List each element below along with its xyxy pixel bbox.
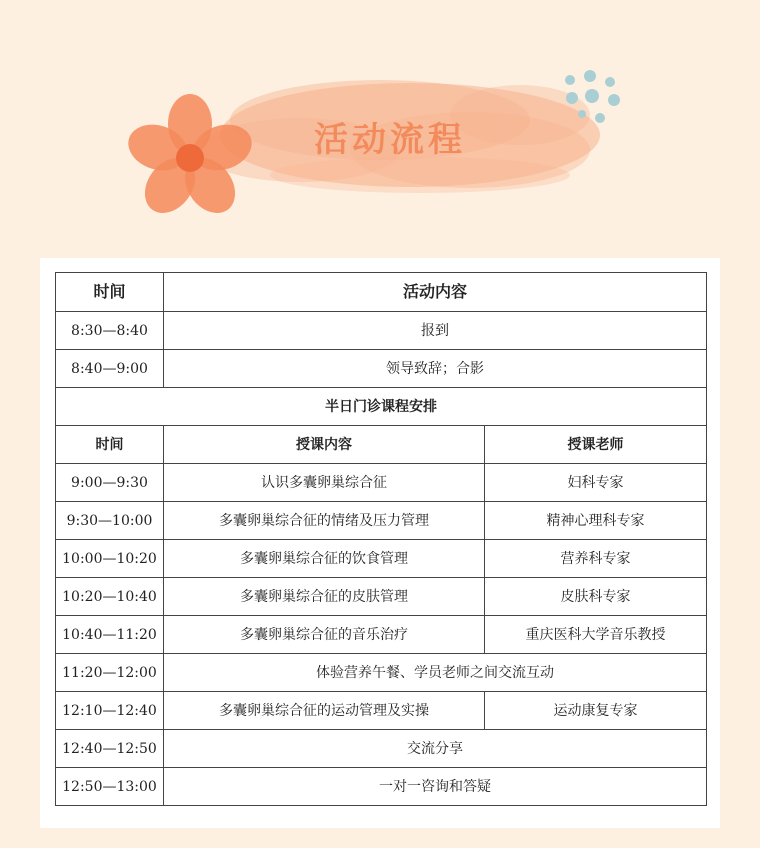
row-content: 一对一咨询和答疑 xyxy=(164,768,707,806)
table-header-row xyxy=(56,273,707,312)
course-header-teacher: 授课老师 xyxy=(485,426,707,464)
row-content: 多囊卵巢综合征的情绪及压力管理 xyxy=(164,502,485,540)
row-time: 10:20—10:40 xyxy=(56,578,164,616)
table-row xyxy=(56,578,707,616)
table-row xyxy=(56,540,707,578)
schedule-table xyxy=(55,272,707,806)
row-content: 报到 xyxy=(164,312,707,350)
table-row xyxy=(56,616,707,654)
header-content: 活动内容 xyxy=(164,273,707,312)
row-content: 多囊卵巢综合征的皮肤管理 xyxy=(164,578,485,616)
row-time: 11:20—12:00 xyxy=(56,654,164,692)
table-row xyxy=(56,464,707,502)
row-teacher: 重庆医科大学音乐教授 xyxy=(485,616,707,654)
course-header-time: 时间 xyxy=(56,426,164,464)
row-content: 多囊卵巢综合征的音乐治疗 xyxy=(164,616,485,654)
row-time: 8:30—8:40 xyxy=(56,312,164,350)
table-row xyxy=(56,350,707,388)
section-title: 半日门诊课程安排 xyxy=(56,388,707,426)
table-row xyxy=(56,502,707,540)
row-time: 8:40—9:00 xyxy=(56,350,164,388)
row-time: 10:00—10:20 xyxy=(56,540,164,578)
row-content: 多囊卵巢综合征的饮食管理 xyxy=(164,540,485,578)
row-teacher: 皮肤科专家 xyxy=(485,578,707,616)
schedule-card xyxy=(40,258,720,828)
row-time: 12:50—13:00 xyxy=(56,768,164,806)
course-header-row xyxy=(56,426,707,464)
row-teacher: 营养科专家 xyxy=(485,540,707,578)
table-row xyxy=(56,768,707,806)
table-row xyxy=(56,692,707,730)
table-row xyxy=(56,654,707,692)
row-content: 多囊卵巢综合征的运动管理及实操 xyxy=(164,692,485,730)
page-header xyxy=(0,0,760,250)
row-time: 12:40—12:50 xyxy=(56,730,164,768)
row-content: 领导致辞；合影 xyxy=(164,350,707,388)
header-time: 时间 xyxy=(56,273,164,312)
row-content: 体验营养午餐、学员老师之间交流互动 xyxy=(164,654,707,692)
row-content: 交流分享 xyxy=(164,730,707,768)
page-title: 活动流程 xyxy=(314,120,466,160)
course-header-content: 授课内容 xyxy=(164,426,485,464)
row-content: 认识多囊卵巢综合征 xyxy=(164,464,485,502)
table-row xyxy=(56,730,707,768)
row-teacher: 妇科专家 xyxy=(485,464,707,502)
table-row xyxy=(56,312,707,350)
row-teacher: 运动康复专家 xyxy=(485,692,707,730)
row-time: 10:40—11:20 xyxy=(56,616,164,654)
row-teacher: 精神心理科专家 xyxy=(485,502,707,540)
row-time: 9:30—10:00 xyxy=(56,502,164,540)
row-time: 9:00—9:30 xyxy=(56,464,164,502)
section-title-row xyxy=(56,388,707,426)
row-time: 12:10—12:40 xyxy=(56,692,164,730)
